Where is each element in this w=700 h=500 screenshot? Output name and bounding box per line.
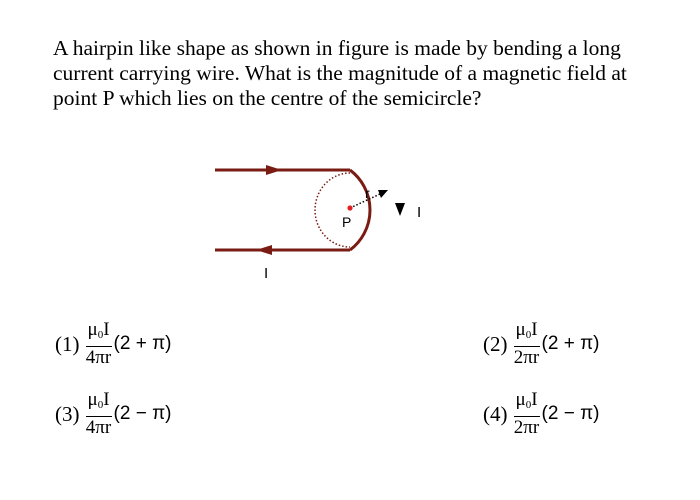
current-label-bottom: I: [264, 265, 269, 282]
option-3[interactable]: [55, 390, 172, 438]
option-fraction: [514, 390, 540, 438]
fraction-numerator: $\mu_0I$: [86, 390, 112, 417]
fraction-denominator: 2πr: [513, 417, 540, 438]
radius-arrow-icon: [378, 190, 388, 198]
option-number: (2): [483, 331, 508, 356]
current-label-right: I: [417, 204, 422, 221]
option-fraction: [86, 390, 112, 438]
option-1[interactable]: [55, 320, 172, 368]
hairpin-wire-diagram: [200, 150, 440, 290]
option-factor: (2 − π): [541, 403, 600, 424]
arrow-down-icon: [395, 203, 405, 216]
option-number: (3): [55, 401, 80, 426]
point-p: [347, 205, 352, 210]
option-fraction: [514, 320, 540, 368]
fraction-denominator: 4πr: [85, 347, 112, 368]
arrow-left-icon: [256, 245, 272, 255]
option-2[interactable]: [483, 320, 600, 368]
option-factor: (2 − π): [113, 403, 172, 424]
fraction-denominator: 4πr: [85, 417, 112, 438]
option-factor: (2 + π): [541, 333, 600, 354]
radius-label: r: [365, 185, 370, 201]
point-p-label: P: [342, 214, 352, 230]
option-4[interactable]: [483, 390, 600, 438]
dotted-circle: [315, 173, 350, 247]
option-fraction: [86, 320, 112, 368]
fraction-numerator: $\mu_0I$: [514, 320, 540, 347]
fraction-denominator: 2πr: [513, 347, 540, 368]
option-number: (1): [55, 331, 80, 356]
semicircle-wire: [350, 170, 370, 250]
arrow-right-icon: [266, 165, 282, 175]
option-factor: (2 + π): [113, 333, 172, 354]
option-number: (4): [483, 401, 508, 426]
question-text: A hairpin like shape as shown in figure is made by bending a long current carrying wire. What is the magnitude of a magnetic field at point P which lies on the centre of the semicircle?: [53, 36, 627, 110]
fraction-numerator: $\mu_0I$: [514, 390, 540, 417]
fraction-numerator: $\mu_0I$: [86, 320, 112, 347]
